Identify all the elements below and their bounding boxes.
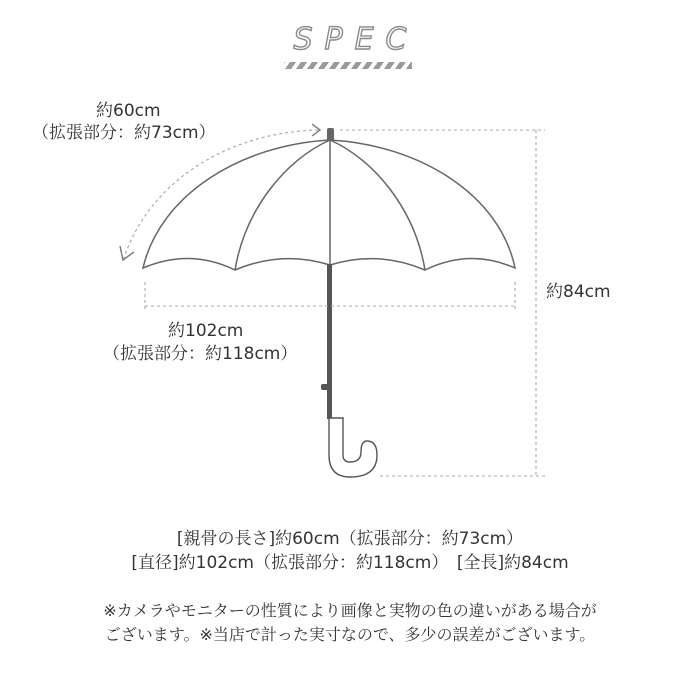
- umbrella-runner-button: [321, 384, 329, 390]
- spec-line-diameter-length: [直径]約102cm（拡張部分：約118cm） [全長]約84cm: [131, 553, 569, 573]
- rib-length-extended-label: （拡張部分：約73cm）: [32, 123, 216, 143]
- umbrella-handle: [329, 418, 377, 477]
- diameter-label: 約102cm: [168, 321, 244, 341]
- spec-title: SPEC: [293, 22, 419, 57]
- disclaimer-line-2: ございます。※当店で計った実寸なので、多少の誤差がございます。: [104, 625, 596, 644]
- diameter-extended-label: （拡張部分：約118cm）: [103, 344, 298, 364]
- spec-line-rib: [親骨の長さ]約60cm（拡張部分：約73cm）: [176, 529, 524, 549]
- umbrella-shaft: [327, 264, 332, 419]
- umbrella-canopy: [143, 140, 515, 270]
- rib-length-label: 約60cm: [96, 101, 161, 121]
- disclaimer-line-1: ※カメラやモニターの性質により画像と実物の色の違いがある場合が: [103, 601, 597, 620]
- total-length-label: 約84cm: [546, 282, 611, 302]
